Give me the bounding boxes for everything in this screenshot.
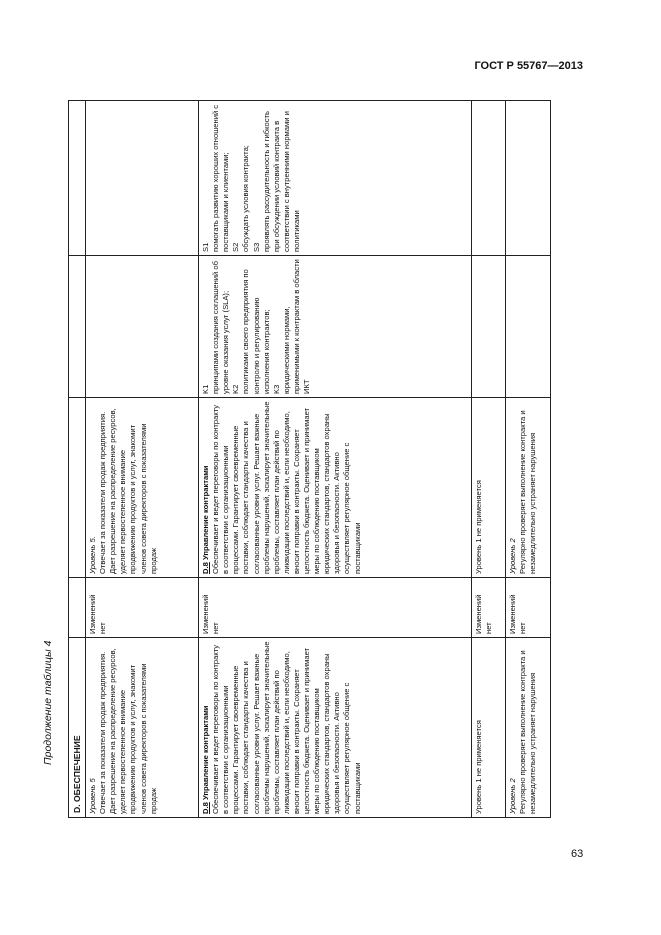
- table-cell: [69, 578, 86, 638]
- cell-text: Изменений нет: [201, 594, 221, 634]
- cell-text: Отвечает за показатели продаж предприятия. Дает разрешение на распределение ресурсов, уделяет первостепенное внимание продвижению продуктов и услуг, знакомит членов совета директоров с показателями продаж: [98, 408, 158, 574]
- knowledge-cell: [199, 256, 472, 398]
- table-cell: [199, 398, 472, 578]
- competence-code: D.8: [201, 802, 211, 814]
- knowledge-text: юридическими нормами, применимыми к контрактам в области ИКТ: [281, 259, 312, 394]
- level-label: Уровень 2: [508, 778, 518, 814]
- table-cell: [86, 101, 199, 256]
- level-label: Уровень 5.: [88, 536, 98, 574]
- table-cell: [86, 578, 199, 638]
- table-cell: [506, 256, 551, 398]
- knowledge-text: политиками своего предприятия по контролю и регулированию исполнения контрактов;: [241, 269, 271, 394]
- skill-text: обсуждать условия контракта;: [241, 145, 251, 252]
- competence-name: Управление контрактами: [201, 465, 211, 561]
- level-label: Уровень 5: [88, 778, 98, 814]
- skill-code: S1: [201, 242, 211, 252]
- knowledge-text: принципами создания соглашений об уровне оказания услуг (SLA);: [211, 261, 231, 394]
- skill-code: S3: [251, 242, 261, 252]
- table-caption: Продолжение таблицы 4: [42, 640, 54, 765]
- cell-text: Изменений нет: [508, 594, 528, 634]
- cell-text: Отвечает за показатели продаж предприятия. Дает разрешение на распределение ресурсов, уделяет первостепенное внимание продвижению продуктов и услуг, знакомит членов совета директоров с показателями продаж: [98, 648, 158, 814]
- table-cell: [472, 398, 506, 578]
- table-cell: [506, 101, 551, 256]
- cell-text: Регулярно проверяет выполнение контракта и незамедлительно устраняет нарушения: [518, 410, 538, 574]
- level-label: Уровень 2: [508, 538, 518, 574]
- table-cell: [199, 638, 472, 818]
- page-number: 63: [571, 848, 584, 860]
- skill-text: помогать развитию хороших отношений с поставщиками и клиентами;: [211, 104, 231, 252]
- document-header: ГОСТ Р 55767—2013: [474, 60, 583, 72]
- knowledge-code: K1: [201, 384, 211, 394]
- cell-text: Изменений нет: [88, 594, 108, 634]
- competence-name: Управление контрактами: [201, 705, 211, 801]
- competence-table: [68, 100, 551, 818]
- knowledge-code: K3: [271, 384, 281, 394]
- competence-title: [201, 401, 211, 574]
- table-cell: [472, 101, 506, 256]
- cell-text: Уровень 1 не применяется: [474, 480, 484, 574]
- table-cell: [69, 101, 86, 256]
- table-row: [86, 101, 199, 818]
- table-cell: [506, 398, 551, 578]
- table-cell: [69, 256, 86, 398]
- skill-code: S2: [231, 242, 241, 252]
- cell-text: Обеспечивает и ведет переговоры по контракту в соответствии с организационными процессами. Гарантирует своевременные поставки, соблюдает стандарты качества и согласованные уровни услуг. Решает важные проблемы нарушений, эскалирует значительные проблемы, составляет план действий по ликвидации последствий и, если необходимо, вносит поправки в контракты. Сохраняет целостность бюджета. Оценивает и принимает меры по соблюдению поставщиком юридических стандартов, стандартов охраны здоровья и безопасности. Активно осуществляет регулярное общение с поставщиками: [211, 641, 362, 814]
- skill-text: проявлять рассудительность и гибкость при обсуждении условий контракта в соответствии с внутренними нормами и политиками: [261, 111, 301, 252]
- skills-cell: [199, 101, 472, 256]
- cell-text: Обеспечивает и ведет переговоры по контракту в соответствии с организационными процессами. Гарантирует своевременные поставки, соблюдает стандарты качества и согласованные уровни услуг. Решает важные проблемы нарушений, эскалирует значительные проблемы, составляет план действий по ликвидации последствий и, если необходимо, вносит поправки в контракты. Сохраняет целостность бюджета. Оценивает и принимает меры по соблюдению поставщиком юридических стандартов, стандартов охраны здоровья и безопасности. Активно осуществляет регулярное общение с поставщиками: [211, 401, 362, 574]
- competence-title: [201, 641, 211, 814]
- table-cell: [199, 578, 472, 638]
- table-row: [199, 101, 472, 818]
- cell-text: Уровень 1 не применяется: [474, 720, 484, 814]
- table-cell: [472, 638, 506, 818]
- table-cell: [472, 256, 506, 398]
- table-cell: [506, 578, 551, 638]
- knowledge-code: K2: [231, 384, 241, 394]
- table-row: [506, 101, 551, 818]
- table-cell: [506, 638, 551, 818]
- table-cell: [69, 398, 86, 578]
- cell-text: Регулярно проверяет выполнение контракта и незамедлительно устраняет нарушения: [518, 650, 538, 814]
- rotated-table-wrapper: [68, 101, 549, 818]
- table-cell: [472, 578, 506, 638]
- table-cell: [86, 256, 199, 398]
- table-cell: [86, 398, 199, 578]
- cell-text: Изменений нет: [474, 594, 494, 634]
- section-title: D. ОБЕСПЕЧЕНИЕ: [69, 638, 86, 818]
- table-row-section: [69, 101, 86, 818]
- table-row: [472, 101, 506, 818]
- competence-code: D.8: [201, 562, 211, 574]
- table-cell: [86, 638, 199, 818]
